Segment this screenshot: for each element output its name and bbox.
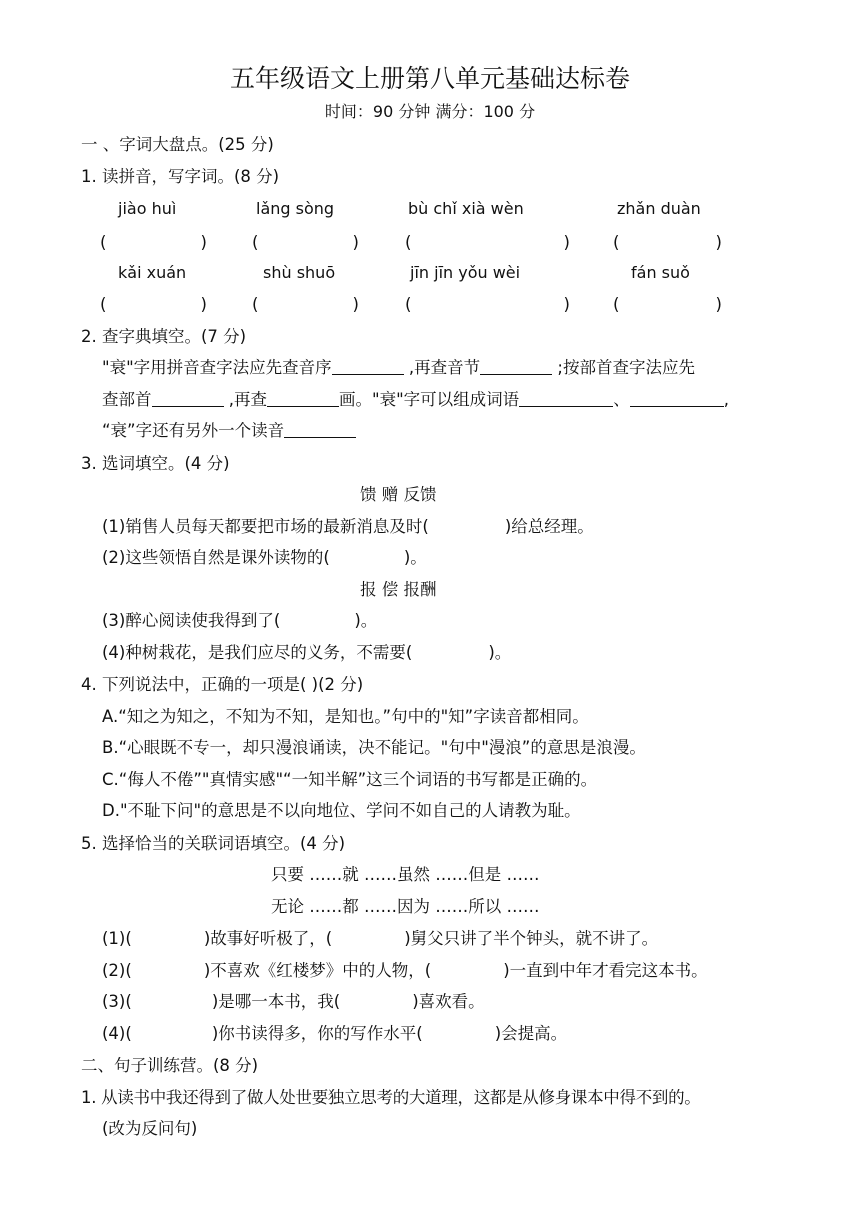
sentence-text: )给总经理。 [504, 517, 594, 536]
q4-option-b[interactable]: B.“心眼既不专一，却只漫浪诵读，决不能记。"句中"漫浪”的意思是浪漫。 [102, 738, 646, 757]
q3-sentence-2 [102, 547, 427, 569]
sentence-text: (2)( [102, 961, 132, 980]
q5-sentence-4 [102, 1023, 567, 1045]
q2-line-3 [102, 420, 356, 442]
pinyin-6: shù shuō [263, 263, 336, 282]
blank-bushou[interactable] [152, 389, 224, 407]
pinyin-5: kǎi xuán [118, 263, 187, 282]
q2-text: ,再查 [223, 390, 267, 409]
word-choices-1: 馈 赠 反馈 [360, 485, 437, 504]
q5-sentence-2 [102, 960, 708, 982]
q3-label: 3. 选词填空。(4 分) [81, 454, 230, 473]
sentence-text: (1)( [102, 929, 132, 948]
q3-sentence-1 [102, 516, 594, 538]
blank-ciyu-1[interactable] [519, 389, 613, 407]
sentence-text: )。 [403, 548, 427, 567]
sentence-text: (3)醉心阅读使我得到了( [102, 611, 281, 630]
sentence-text: )喜欢看。 [412, 992, 485, 1011]
part2-q1-note: (改为反问句) [102, 1119, 198, 1138]
page-title: 五年级语文上册第八单元基础达标卷 [229, 64, 630, 93]
conjunction-choices-2: 无论 ……都 ……因为 ……所以 …… [271, 897, 540, 916]
sentence-text: )故事好听极了，( [203, 929, 333, 948]
pinyin-3: bù chǐ xià wèn [408, 199, 524, 218]
q2-text: “衰”字还有另外一个读音 [102, 421, 285, 440]
q2-text: ;按部首查字法应先 [552, 358, 695, 377]
answer-box-7[interactable]: ( ) [405, 295, 570, 314]
part2-q1-text: 1. 从读书中我还得到了做人处世要独立思考的大道理，这都是从修身课本中得不到的。 [81, 1088, 701, 1107]
answer-box-8[interactable]: ( ) [613, 295, 722, 314]
sentence-text: )一直到中年才看完这本书。 [503, 961, 708, 980]
q5-sentence-3 [102, 991, 485, 1013]
q2-line-1 [102, 357, 695, 379]
sentence-text: )。 [354, 611, 378, 630]
q2-text: 查部首 [102, 390, 152, 409]
pinyin-7: jīn jīn yǒu wèi [410, 263, 521, 282]
sentence-text: )不喜欢《红楼梦》中的人物，( [203, 961, 432, 980]
q2-text: "衰"字用拼音查字法应先查音序 [102, 358, 332, 377]
q2-line-2 [102, 389, 729, 411]
answer-box-4[interactable]: ( ) [613, 233, 722, 252]
sentence-text: (1)销售人员每天都要把市场的最新消息及时( [102, 517, 429, 536]
sentence-text: )舅父只讲了半个钟头，就不讲了。 [404, 929, 659, 948]
pinyin-1: jiào huì [118, 199, 177, 218]
q2-text: ,再查音节 [403, 358, 481, 377]
sentence-text: )会提高。 [494, 1024, 568, 1043]
sentence-text: (2)这些领悟自然是课外读物的( [102, 548, 330, 567]
q1-label: 1. 读拼音，写字词。(8 分) [81, 167, 280, 186]
pinyin-8: fán suǒ [631, 263, 690, 282]
part1-heading: 一 、字词大盘点。(25 分) [81, 135, 274, 154]
q2-text: , [723, 390, 729, 409]
answer-box-3[interactable]: ( ) [405, 233, 570, 252]
blank-yinjie[interactable] [480, 357, 552, 375]
q4-option-a[interactable]: A.“知之为知之，不知为不知，是知也。”句中的"知”字读音都相同。 [102, 707, 589, 726]
sentence-text: (3)( [102, 992, 132, 1011]
sentence-text: )你书读得多，你的写作水平( [211, 1024, 423, 1043]
answer-box-2[interactable]: ( ) [252, 233, 359, 252]
q4-label: 4. 下列说法中，正确的一项是( )(2 分) [81, 675, 364, 694]
pinyin-4: zhǎn duàn [617, 199, 701, 218]
answer-box-5[interactable]: ( ) [100, 295, 207, 314]
blank-ciyu-2[interactable] [630, 389, 724, 407]
q5-sentence-1 [102, 928, 658, 950]
sentence-text: )是哪一本书，我( [211, 992, 341, 1011]
blank-duyin[interactable] [284, 420, 356, 438]
q5-label: 5. 选择恰当的关联词语填空。(4 分) [81, 834, 346, 853]
q4-option-d[interactable]: D."不耻下问"的意思是不以向地位、学问不如自己的人请教为耻。 [102, 801, 581, 820]
blank-huashu[interactable] [267, 389, 339, 407]
part2-heading: 二、句子训练营。(8 分) [81, 1056, 259, 1075]
blank-yinxu[interactable] [332, 357, 404, 375]
pinyin-2: lǎng sòng [256, 199, 335, 218]
conjunction-choices-1: 只要 ……就 ……虽然 ……但是 …… [271, 865, 540, 884]
q4-option-c[interactable]: C.“侮人不倦”"真情实感"“一知半解”这三个词语的书写都是正确的。 [102, 770, 598, 789]
q2-text: 画。"衰"字可以组成词语 [339, 390, 520, 409]
sentence-text: (4)( [102, 1024, 132, 1043]
word-choices-2: 报 偿 报酬 [360, 580, 437, 599]
sentence-text: )。 [488, 643, 512, 662]
sentence-text: (4)种树栽花，是我们应尽的义务，不需要( [102, 643, 413, 662]
q2-label: 2. 查字典填空。(7 分) [81, 327, 247, 346]
q2-text: 、 [613, 390, 630, 409]
exam-info: 时间：90 分钟 满分：100 分 [324, 102, 536, 121]
q3-sentence-4 [102, 642, 511, 664]
q3-sentence-3 [102, 610, 377, 632]
answer-box-1[interactable]: ( ) [100, 233, 207, 252]
answer-box-6[interactable]: ( ) [252, 295, 359, 314]
